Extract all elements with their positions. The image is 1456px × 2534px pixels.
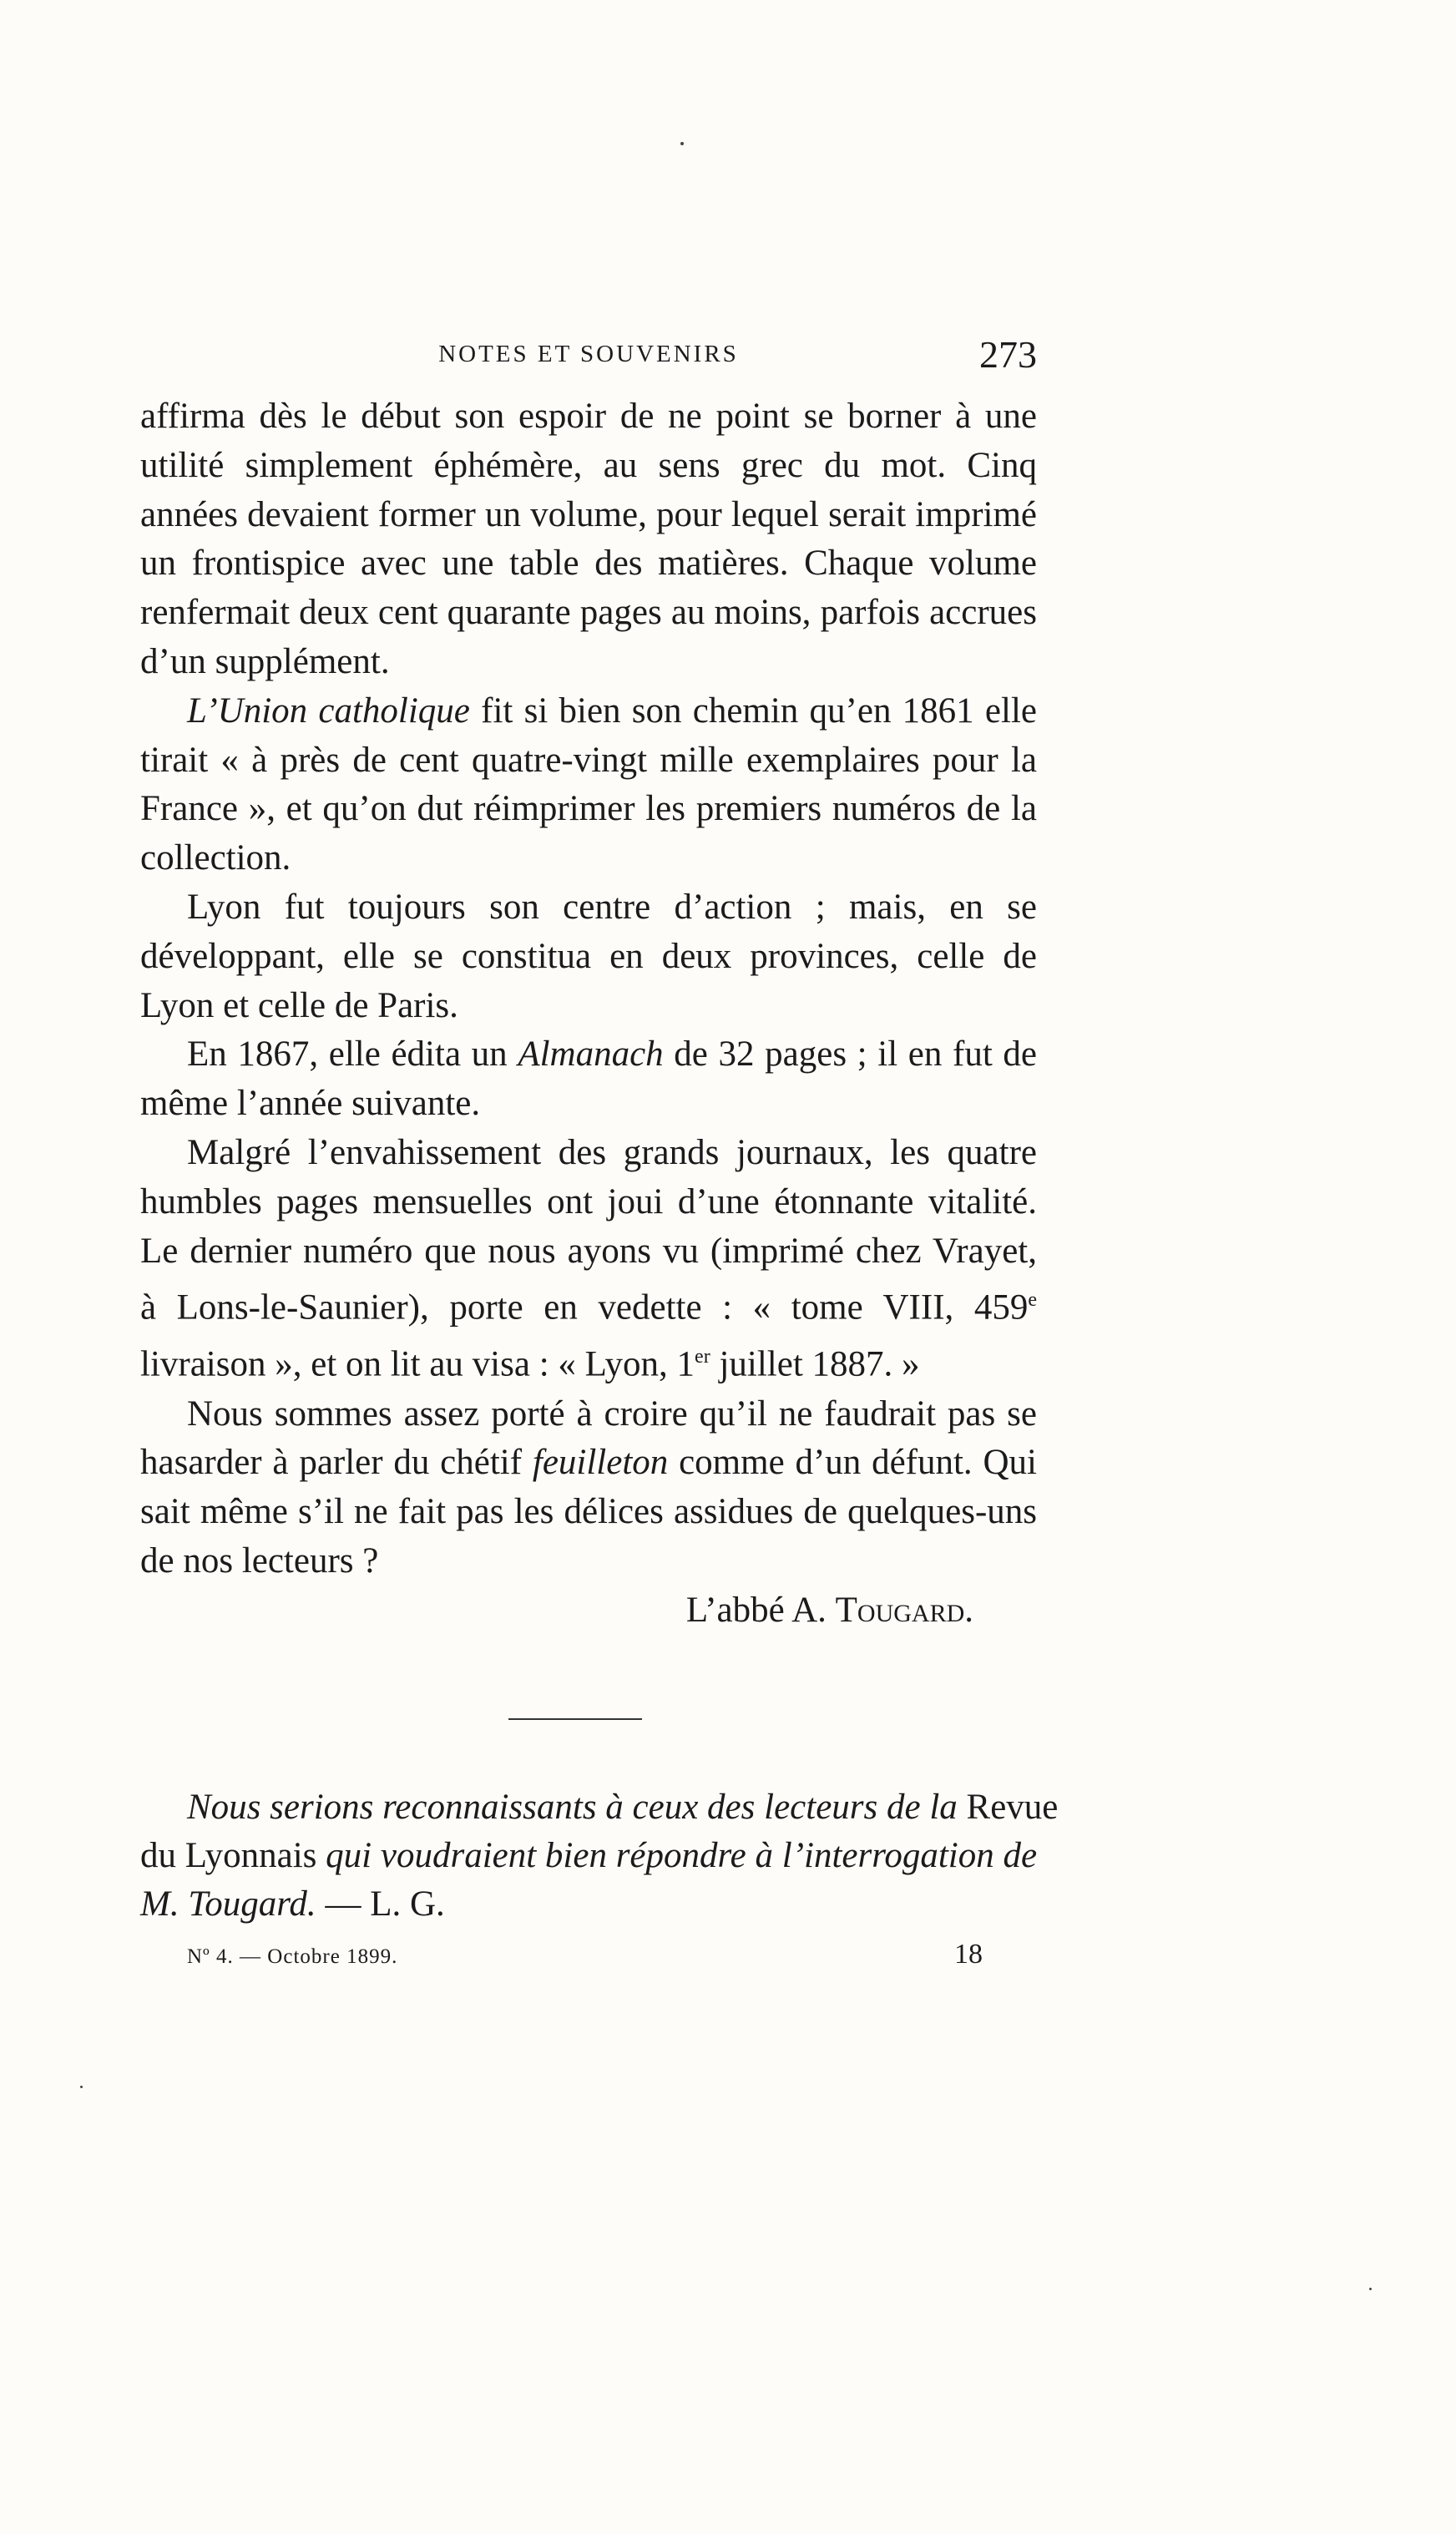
paragraph-5 — [140, 1129, 1037, 1390]
paragraph-6-text-b: comme d’un défunt. Qui sait même s’il ne fait pas les délices assidues de quelques-uns de nos lecteurs ? — [140, 1443, 1037, 1581]
superscript-er: er — [695, 1346, 710, 1368]
note-italic-2: qui voudraient bien répondre à l’interrogation de M. Tougard. — [140, 1836, 1038, 1924]
paragraph-1: affirma dès le début son espoir de ne point se borner à une utilité simplement éphémère, au sens grec du mot. Cinq années devaient former un volume, pour lequel serait imprimé un frontispice avec une table des matières. Chaque volume renfermait deux cent quarante pages au moins, parfois accrues d’un supplément. — [140, 397, 1037, 681]
note-italic-1: Nous serions reconnaissants à ceux des lecteurs de la — [187, 1788, 958, 1827]
page-footer — [140, 1939, 1037, 1980]
feuilleton-italic: feuilleton — [532, 1443, 669, 1483]
note-roman-2: — L. G. — [316, 1884, 445, 1924]
page-number: 273 — [979, 333, 1037, 376]
almanach-italic: Almanach — [518, 1034, 664, 1075]
paragraph-3: Lyon fut toujours son centre d’action ; mais, en se développant, elle se constitua en deux provinces, celle de Lyon et celle de Paris. — [140, 887, 1037, 1025]
author-signature — [140, 1586, 1037, 1636]
superscript-e: e — [1028, 1289, 1037, 1312]
paragraph-4-text-a: En 1867, elle édita un — [187, 1034, 518, 1075]
paragraph-2 — [140, 687, 1037, 883]
running-head — [140, 332, 1037, 382]
signature-mark: 18 — [954, 1939, 983, 1970]
paper-speck — [80, 2086, 83, 2088]
paragraph-6 — [140, 1390, 1037, 1586]
issue-line: Nº 4. — Octobre 1899. — [187, 1945, 398, 1968]
signature-name: Tougard. — [835, 1590, 973, 1630]
editor-note — [140, 1783, 1069, 1929]
section-rule — [508, 1718, 642, 1720]
paragraph-4 — [140, 1030, 1037, 1129]
paper-speck — [1369, 2288, 1372, 2290]
paragraph-5-text-b: livraison », et on lit au visa : « Lyon, 1 — [140, 1344, 695, 1384]
body-text — [140, 392, 1037, 1636]
paragraph-2-text: fit si bien son chemin qu’en 1861 elle tirait « à près de cent quatre-vingt mille exemplaires pour la France », et qu’on dut réimprimer les premiers numéros de la collection. — [140, 690, 1037, 878]
note-roman-1: Revue du Lyonnais — [140, 1788, 1059, 1875]
journal-title-italic: L’Union catholique — [187, 690, 470, 731]
running-title: NOTES ET SOUVENIRS — [438, 341, 739, 367]
signature-prefix: L’abbé A. — [685, 1590, 836, 1630]
paragraph-6-text-a: Nous sommes assez porté à croire qu’il ne faudrait pas se hasarder à parler du chétif — [140, 1393, 1037, 1483]
paragraph-5-text-c: juillet 1887. » — [710, 1344, 920, 1384]
paragraph-4-text-b: de 32 pages ; il en fut de même l’année suivante. — [140, 1034, 1037, 1124]
editor-note-paragraph — [140, 1783, 1069, 1929]
paper-speck — [680, 142, 684, 145]
paragraph-5-text-a: Malgré l’envahissement des grands journaux, les quatre humbles pages mensuelles ont joui d’une étonnante vitalité. Le dernier numéro que nous ayons vu (imprimé chez Vrayet, à Lons-le-Saunier), porte en vedette : « tome VIII, 459 — [140, 1132, 1037, 1328]
